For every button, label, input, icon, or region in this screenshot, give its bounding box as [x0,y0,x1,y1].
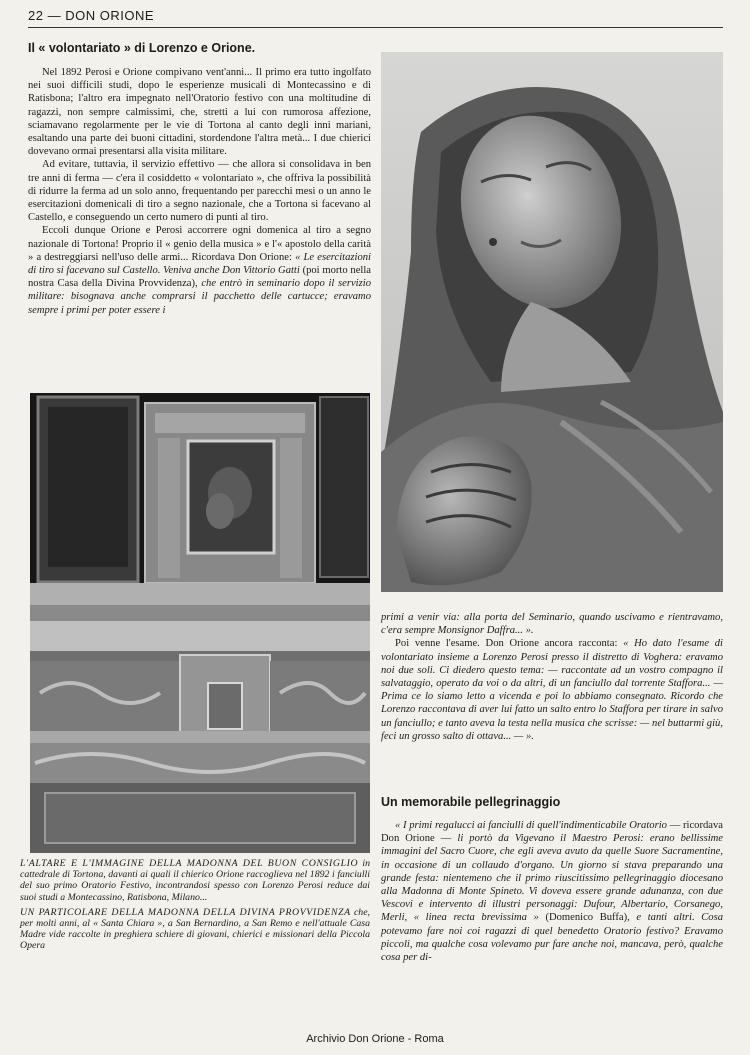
caption-altar: L'ALTARE E L'IMMAGINE DELLA MADONNA DEL BUON CONSIGLIO in cattedrale di Tortona, davanti ai quali il chierico Orione raccoglieva nel 1892 i fanciulli del suo primo Oratorio Festivo, incontrandosi spesso con Lorenzo Perosi reduce dai suoi studi a Montecassino, Ratisbona, Milano... [20,858,370,903]
altar-photo [30,393,370,853]
page-number: 22 [28,8,44,23]
running-header [28,8,154,23]
paragraph: primi a venir via: alla porta del Seminario, quando uscivamo e rientravamo, c'era sempre Monsignor Daffra... ». [381,612,723,637]
archive-footer: Archivio Don Orione - Roma [306,1033,444,1045]
madonna-statue-photo [381,52,723,592]
header-separator: — [47,8,62,23]
paragraph: Eccoli dunque Orione e Perosi accorrere ogni domenica al tiro a segno nazionale di Tortona! Proprio il « genio della musica » e l'« apostolo della carità » a destreggiarsi nell'uso delle armi... Ricordava Don Orione: « Le esercitazioni di tiro si facevano sul Castello. Veniva anche Don Vittorio Gatti (poi morto nella nostra Casa della Divina Provvidenza), che entrò in seminario dopo il servizio militare: bisognava anche comprarsi il pacchetto delle cartucce; eravamo sempre i primi per poter essere i [28,225,371,316]
paragraph: « I primi regalucci ai fanciulli di quell'indimenticabile Oratorio — ricordava Don Orione — li portò da Vigevano il Maestro Perosi: erano bellissime immagini del Sacro Cuore, che egli aveva avuto da quelle Suore Sacramentine, in occasione di un collaudo d'organo. Un giorno si stava preparando una grande festa: nientemeno che il primo riuscitissimo pellegrinaggio diocesano alla Madonna di Monte Spineto. Vi doveva essere grande adunanza, con due Vescovi e intervento di illustri personaggi: Dufour, Albertario, Corsanego, Merli, « linea recta brevissima » (Domenico Buffa), e tanti altri. Cosa potevamo fare noi coi ragazzi di quel benedetto Oratorio festivo? Eravamo piccoli, ma qualche cosa volevamo pur fare anche noi, mancava, però, qualche cosa per di- [381,820,724,964]
right-column-text [381,611,723,743]
section-title-volontariato: Il « volontariato » di Lorenzo e Orione. [28,41,256,55]
photo-caption [20,858,370,956]
paragraph: Poi venne l'esame. Don Orione ancora racconta: « Ho dato l'esame di volontariato insieme a Lorenzo Perosi presso il distretto di Voghera: eravamo noi due soli. Ci diedero questo tema: — raccontate ad un vostro compagno il salvataggio, operato da voi o da altri, di un fanciullo dal torrente Staffora... — Prima ce lo siamo letto a vicenda e poi lo abbiamo consegnato. Ricordo che Lorenzo raccontava di aver lui fatto un salto entro lo Staffora per tirare in salvo un fanciullo; e tanto aveva la testa nella musica che scrisse: — nel buttarmi giù, feci un grosso salto di ottava... — ». [381,638,723,742]
header-rule [28,27,723,28]
left-column-text [28,66,371,317]
paragraph: Ad evitare, tuttavia, il servizio effettivo — che allora si consolidava in ben tre anni di ferma — c'era il cosiddetto « volontariato », che offriva la possibilità di ridurre la ferma ad un solo anno, frequentando per parecchi mesi o un anno le esercitazioni domenicali di tiro a segno nazionale, che a Tortona si facevano al Castello, e conseguendo un certo numero di punti al tiro. [28,159,371,224]
section-title-pellegrinaggio: Un memorabile pellegrinaggio [381,795,561,809]
caption-madonna: UN PARTICOLARE DELLA MADONNA DELLA DIVINA PROVVIDENZA che, per molti anni, al « Santa Chiara », a San Bernardino, a San Remo e nell'attuale Casa Madre vide raccolte in preghiera schiere di giovani, chierici e missionari della Piccola Opera [20,906,370,952]
right-column-text-2 [381,819,723,964]
paragraph: Nel 1892 Perosi e Orione compivano vent'anni... Il primo era tutto ingolfato nei suoi difficili studi, dopo le esperienze musicali di Montecassino e di Ratisbona; l'altro era impegnato nell'Oratorio festivo con una moltitudine di ragazzi, non sempre calmissimi, che, stretti a lui con rumorosa affezione, sciamavano regolarmente per le vie di Tortona al canto degli inni mariani, esaltando una parte dei buoni cittadini, stordendone l'altra metà... I due chierici dovevano ormai presentarsi alla visita militare. [28,67,371,158]
header-title: DON ORIONE [65,8,155,23]
